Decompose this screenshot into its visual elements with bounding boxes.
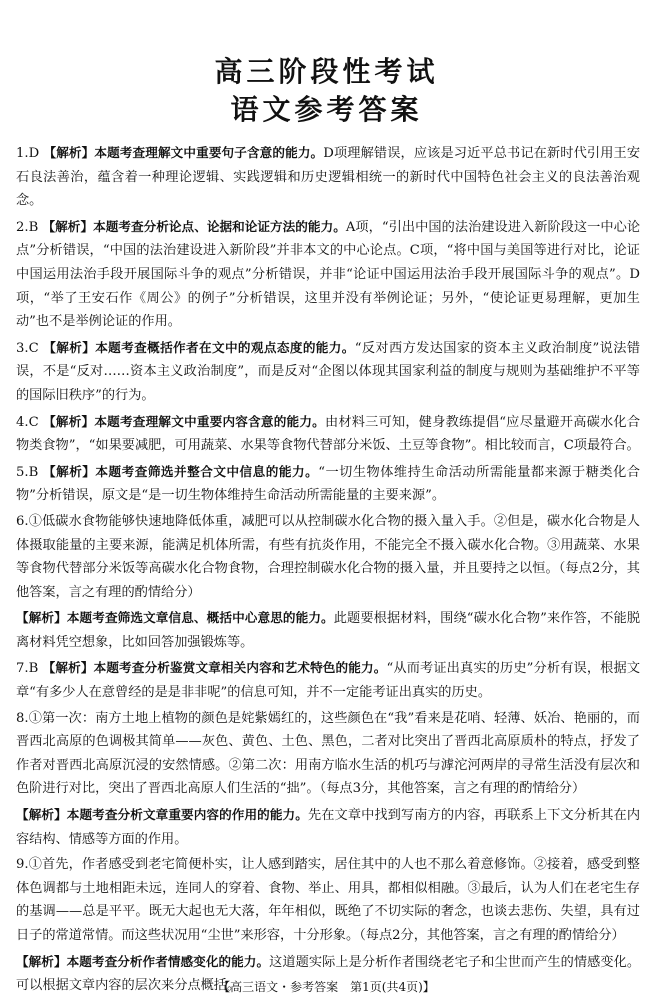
skill-focus: 本题考查分析文章重要内容的作用的能力。 (66, 807, 308, 823)
item-number: 7.B (16, 661, 39, 677)
analysis-text: 由材料三可知，健身教练提倡“应尽量避开高碳水化合物类食物”，“如果要减肥，可用蔬菜、水果等食物代替部分米饭、土豆等食物”。相比较而言，C项最符合。 (16, 414, 641, 454)
analysis-text: “一切生物体维持生命活动所需能量都来源于糖类化合物”分析错误，原文是“是一切生物体维持生命活动所需能量的主要来源”。 (16, 464, 640, 504)
analysis-tag: 【解析】 (42, 218, 94, 234)
analysis-6 (16, 606, 640, 654)
page-subtitle: 语文参考答案 (230, 93, 423, 126)
analysis-tag: 【解析】 (43, 339, 96, 355)
analysis-text: D项理解错误，应该是习近平总书记在新时代引用王安石良法善治，蕴含着一种理论逻辑、实践逻辑和历史逻辑相统一的新时代中国特色社会主义的良法善治观念。 (16, 146, 641, 209)
answer-item-5 (16, 460, 640, 508)
skill-focus: 本题考查概括作者在文中的观点态度的能力。 (95, 339, 355, 355)
analysis-text: “反对西方发达国家的资本主义政治制度”说法错误，不是“反对……资本主义政治制度”，而是反对“企图以体现其国家利益的制度与规则为基础维护不平等的国际旧秩序”的行为。 (16, 340, 641, 403)
answer-text: ①首先，作者感受到老宅简便朴实，让人感到踏实，居住其中的人也不那么着意修饰。②接着，感受到整体色调都与土地相距未远，连同人的穿着、食物、举止、用具，都相似相融。③最后，认为人们在老宅生存的基调——总是平平。既无大起也无大落，年年相似，既绝了不切实际的奢念，也谈去悲伤、失望，具有过日子的常道常情。而这些状况用“尘世”来形容，十分形象。（每点2分，其他答案，言之有理的酌情给分） (16, 857, 640, 943)
analysis-tag: 【解析】 (42, 660, 94, 676)
analysis-tag: 【解析】 (42, 463, 96, 479)
skill-focus: 本题考查理解文中重要内容含意的能力。 (94, 413, 325, 429)
analysis-tag: 【解析】 (16, 610, 67, 626)
item-number: 5.B (16, 464, 39, 480)
answer-item-4 (16, 410, 640, 458)
analysis-text: “从而考证出真实的历史”分析有误，根据文章“有多少人在意曾经的是是非非呢”的信息可知，并不一定能考证出真实的历史。 (16, 661, 641, 701)
analysis-text: 此题要根据材料，围绕“碳水化合物”来作答，不能脱离材料凭空想象，比如回答加强锻炼等。 (16, 611, 641, 650)
analysis-tag: 【解析】 (16, 807, 67, 823)
answer-text: ①第一次：南方土地上植物的颜色是姹紫嫣红的，这些颜色在“我”看来是花哨、轻薄、妖冶、艳丽的，而晋西北高原的色调极其简单——灰色、黄色、土色、黑色，二者对比突出了晋西北高原质朴的特点，抒发了作者对晋西北高原沉浸的安然情感。②第二次：用南方临水生活的机巧与滹沱河两岸的寻常生活没有层次和色阶进行对比，突出了晋西北高原人们生活的“拙”。（每点3分，其他答案，言之有理的酌情给分） (16, 710, 640, 797)
answer-item-2 (16, 215, 640, 334)
item-number: 1.D (16, 146, 40, 161)
analysis-text: 这道题实际上是分析作者围绕老宅子和尘世而产生的情感变化。可以根据文章内容的层次来分点概括。 (16, 954, 641, 994)
skill-focus: 本题考查分析鉴赏文章相关内容和艺术特色的能力。 (93, 660, 387, 676)
answer-item-1 (16, 141, 640, 213)
page-title: 高三阶段性考试 (214, 55, 439, 88)
analysis-text: A项，“引出中国的法治建设进入新阶段这一中心论点”分析错误，“中国的法治建设进入新阶段”并非本文的中心论点。C项，“将中国与美国等进行对比，论证中国运用法治手段开展国际斗争的观点”分析错误，并非“论证中国运用法治手段开展国际斗争的观点”。D项，“举了王安石作《周公》的例子”分析错误，这里并没有举例论证；另外，“使论证更易理解，更加生动”也不是举例论证的作用。 (16, 219, 641, 330)
analysis-tag: 【解析】 (16, 953, 67, 969)
item-number: 2.B (16, 219, 39, 235)
answer-item-7 (16, 656, 640, 704)
item-number: 9. (16, 857, 29, 873)
analysis-tag: 【解析】 (43, 145, 95, 160)
answer-item-6 (16, 510, 640, 604)
skill-focus: 本题考查筛选文章信息、概括中心意思的能力。 (66, 610, 334, 626)
item-number: 8. (16, 710, 29, 726)
answer-item-3 (16, 336, 640, 408)
answer-item-9 (16, 853, 640, 947)
answer-list (16, 141, 640, 1000)
item-number: 6. (16, 513, 29, 529)
page-footer: 【高三语文・参考答案 第1页(共4页)】 (218, 980, 435, 994)
answer-item-8 (16, 707, 640, 801)
analysis-tag: 【解析】 (43, 413, 95, 429)
item-number: 4.C (16, 414, 39, 430)
skill-focus: 本题考查分析作者情感变化的能力。 (66, 953, 270, 969)
analysis-text: 先在文章中找到写南方的内容，再联系上下文分析其在内容结构、情感等方面的作用。 (16, 808, 641, 847)
skill-focus: 本题考查分析论点、论据和论证方法的能力。 (93, 218, 346, 234)
item-number: 3.C (16, 340, 39, 356)
skill-focus: 本题考查理解文中重要句子含意的能力。 (94, 145, 324, 160)
answer-text: ①低碳水食物能够快速地降低体重，减肥可以从控制碳水化合物的摄入量入手。②但是，碳水化合物是人体摄取能量的主要来源，能满足机体所需，有些有抗炎作用，不能完全不摄入碳水化合物。③用蔬菜、水果等食物代替部分米饭等高碳水化合物食物，合理控制碳水化合物的摄入量，并且要持之以恒。（每点2分，其他答案，言之有理的酌情给分） (16, 513, 640, 600)
skill-focus: 本题考查筛选并整合文中信息的能力。 (95, 463, 319, 479)
analysis-8 (16, 803, 640, 851)
